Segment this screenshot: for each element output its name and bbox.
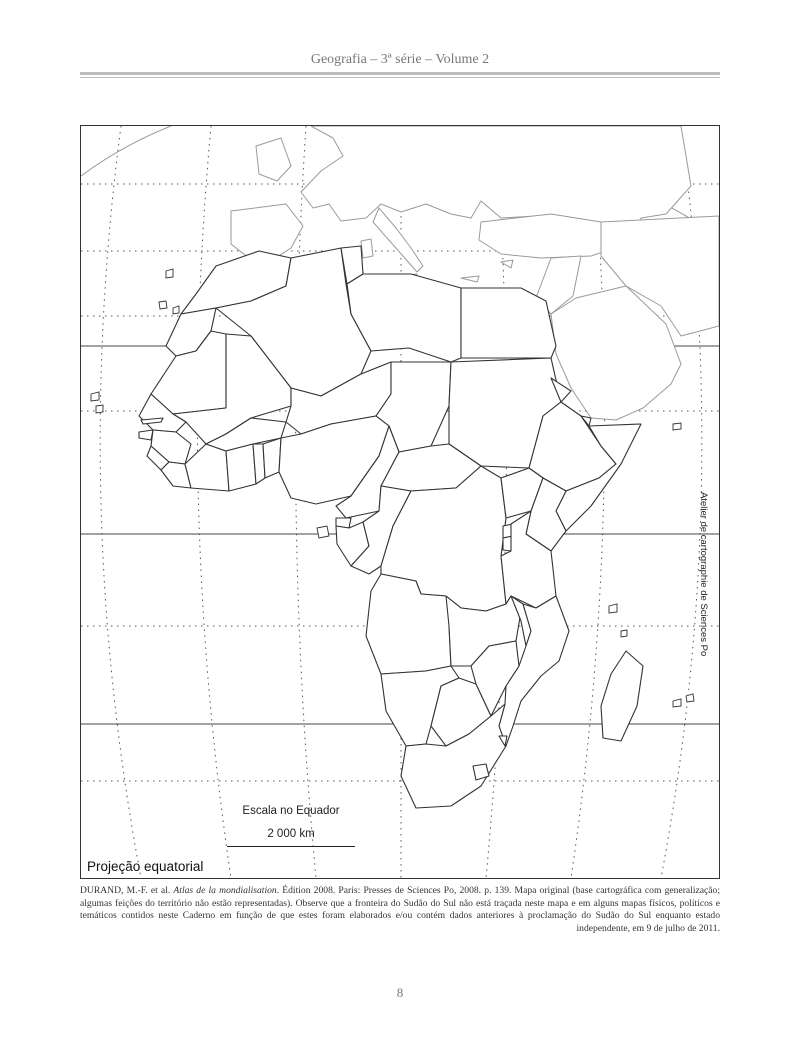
- cape-verde-island: [91, 392, 99, 401]
- scale-value: 2 000 km: [267, 828, 315, 840]
- canary-island: [173, 306, 179, 314]
- canary-island: [166, 269, 173, 278]
- comoros-island: [621, 630, 627, 637]
- cape-verde-island: [96, 405, 103, 413]
- source-details: . Édition 2008. Paris: Presses de Sciences Po, 2008. p. 139. Mapa original (base cartográfica com generalização; algumas feições do território não estão representadas). Observe que a fronteira do Sudão do Sul não está traçada neste mapa e em alguns mapas físicos, políticos e temáticos contidos neste Caderno em função de que estes foram elaborados e/ou contém dados anteriores à proclamação do Sudão do Sul enquanto estado independente, em 9 de julho de 2011.: [80, 885, 720, 934]
- ivory-coast: [185, 444, 229, 491]
- page-number: 8: [396, 985, 404, 1000]
- bioko-island: [317, 526, 329, 538]
- meridian-line: [100, 126, 141, 878]
- guinea-bissau: [139, 430, 153, 440]
- map-credit-text: Atelier de cartographie de Sciences Po: [698, 492, 709, 657]
- ghana: [226, 444, 256, 491]
- mauritius-island: [673, 699, 681, 707]
- egypt: [461, 288, 556, 358]
- scale-bar: [227, 846, 355, 847]
- seychelles-island: [673, 423, 681, 430]
- header-rule-thin: [80, 77, 720, 78]
- africa-map: [81, 126, 719, 878]
- sardinia-island: [361, 239, 373, 258]
- scale-title: Escala no Equador: [242, 805, 340, 817]
- projection-label: Projeção equatorial: [87, 859, 204, 874]
- crete-island: [461, 276, 479, 282]
- source-note: [80, 885, 720, 935]
- madagascar: [601, 651, 643, 741]
- scale-box: [221, 802, 361, 842]
- header-title: Geografia – 3ª série – Volume 2: [310, 52, 490, 67]
- source-authors: DURAND, M.-F. et al.: [80, 885, 174, 896]
- source-work-title: Atlas de la mondialisation: [173, 885, 277, 896]
- canary-island: [159, 301, 167, 309]
- benin: [263, 438, 281, 478]
- map-frame: [80, 125, 720, 879]
- header-rule: [80, 72, 720, 75]
- comoros-island: [609, 604, 617, 613]
- british-isles: [256, 138, 291, 181]
- reunion-island: [686, 694, 694, 702]
- italy-peninsula: [373, 208, 423, 272]
- meridian-line: [197, 126, 231, 878]
